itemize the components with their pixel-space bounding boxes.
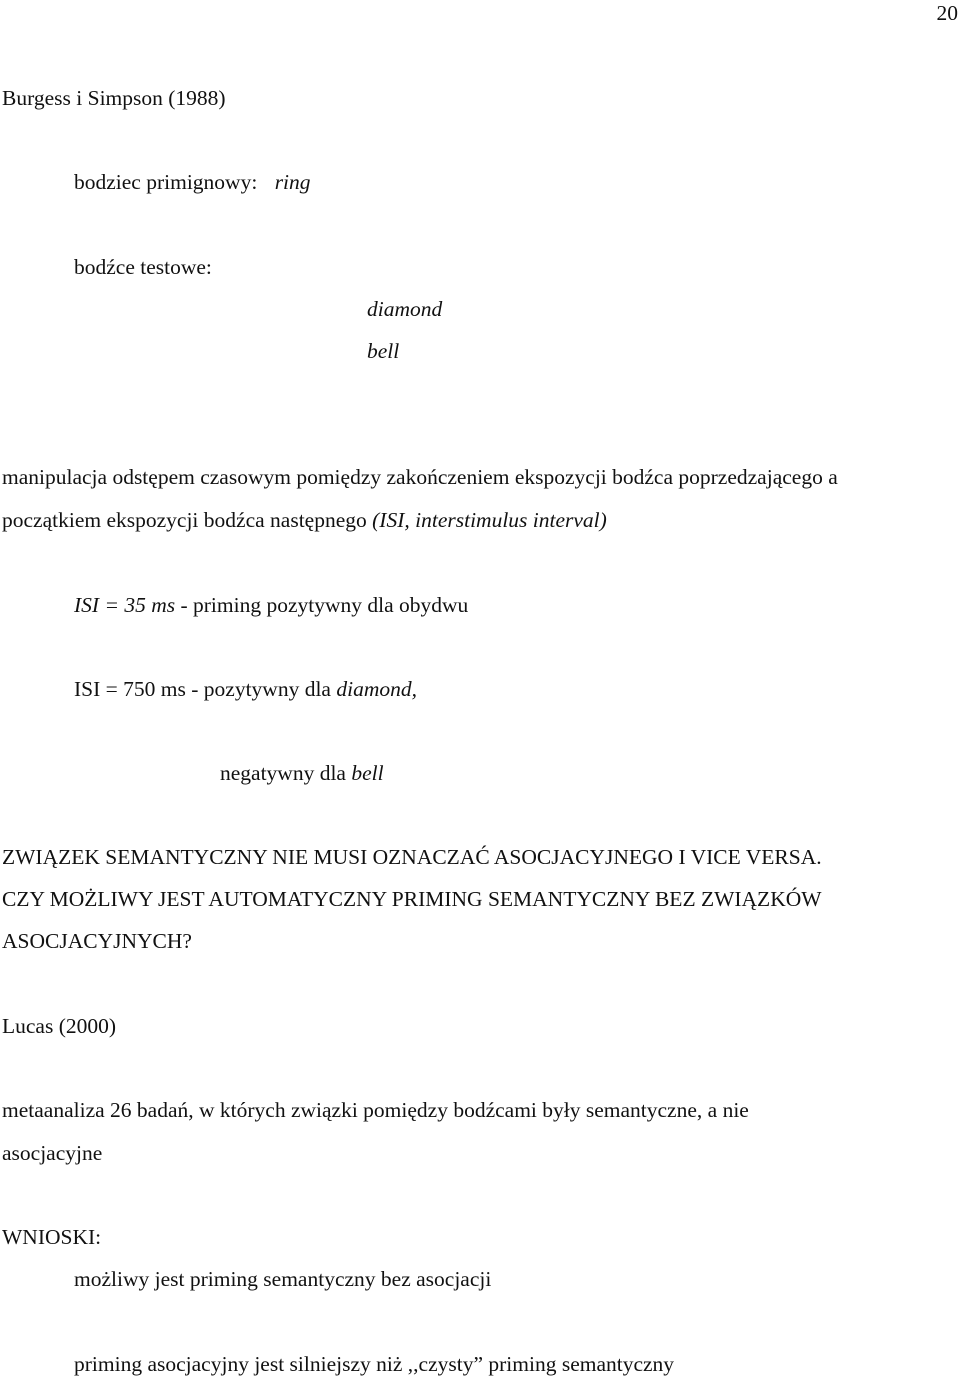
conclusion-item-1: możliwy jest priming semantyczny bez asocjacji — [74, 1267, 492, 1291]
conclusions-heading: WNIOSKI: — [2, 1225, 102, 1249]
meta-analysis-line-2: asocjacyjne — [2, 1141, 103, 1165]
prime-word: ring — [274, 170, 311, 194]
page-number: 20 — [936, 1, 958, 25]
meta-analysis-line-1: metaanaliza 26 badań, w których związki pomiędzy bodźcami były semantyczne, a nie — [2, 1098, 749, 1122]
isi-35-text: - priming pozytywny dla obydwu — [175, 593, 469, 617]
isi-750-text: ISI = 750 ms - pozytywny dla — [74, 677, 337, 701]
isi-35-label: ISI = 35 ms — [74, 593, 176, 617]
isi-35-line — [74, 595, 468, 617]
prime-label: bodziec primignowy: — [74, 170, 258, 194]
caps-line-1: ZWIĄZEK SEMANTYCZNY NIE MUSI OZNACZAĆ ASOCJACYJNEGO I VICE VERSA. — [2, 845, 822, 869]
section-heading-lucas: Lucas (2000) — [2, 1014, 117, 1038]
caps-line-3: ASOCJACYJNYCH? — [2, 929, 192, 953]
conclusion-item-2: priming asocjacyjny jest silniejszy niż ,,czysty” priming semantyczny — [74, 1352, 675, 1376]
negative-text: negatywny dla — [220, 761, 352, 785]
test-word-bell: bell — [367, 339, 400, 363]
prime-stimulus-line — [74, 172, 311, 194]
test-word-diamond: diamond — [367, 297, 443, 321]
manipulation-line-1: manipulacja odstępem czasowym pomiędzy zakończeniem ekspozycji bodźca poprzedzającego a — [2, 465, 838, 489]
manipulation-line-2-italic: (ISI, interstimulus interval) — [372, 508, 607, 532]
section-heading-burgess: Burgess i Simpson (1988) — [2, 86, 226, 110]
isi-750-negative-line — [220, 763, 384, 785]
negative-italic: bell — [351, 761, 384, 785]
manipulation-line-2 — [2, 510, 607, 532]
isi-750-line — [74, 679, 417, 701]
isi-750-italic: diamond, — [336, 677, 417, 701]
caps-line-2: CZY MOŻLIWY JEST AUTOMATYCZNY PRIMING SEMANTYCZNY BEZ ZWIĄZKÓW — [2, 887, 822, 911]
test-stimuli-label: bodźce testowe: — [74, 255, 212, 279]
manipulation-line-2-text: początkiem ekspozycji bodźca następnego — [2, 508, 373, 532]
